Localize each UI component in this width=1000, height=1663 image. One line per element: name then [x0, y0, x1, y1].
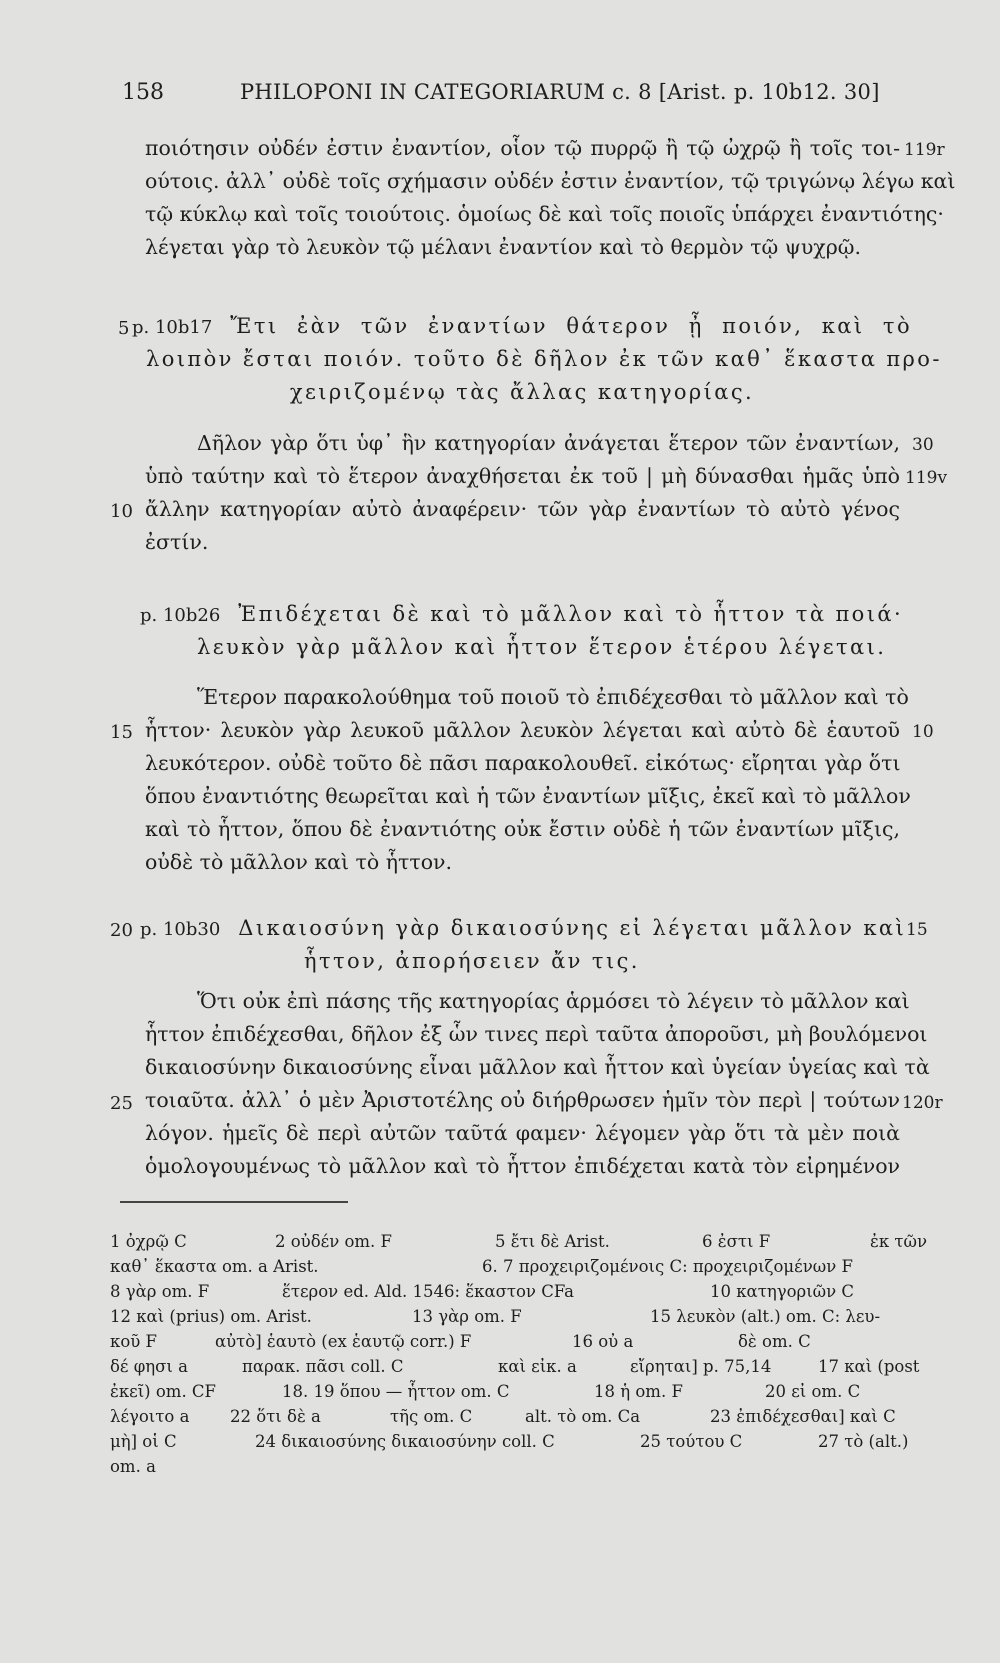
lemma-line: λοιπὸν ἔσται ποιόν. τοῦτο δὲ δῆλον ἐκ τῶν καθ᾽ ἕκαστα προ- — [146, 347, 942, 371]
apparatus-entry: 18. 19 ὅπου — ἧττον om. C — [282, 1382, 510, 1401]
apparatus-row — [110, 1457, 940, 1482]
text-line: Δῆλον γὰρ ὅτι ὑφ᾽ ἣν κατηγορίαν ἀνάγεται ἕτερον τῶν ἐναντίων, — [197, 431, 900, 455]
critical-apparatus — [110, 1232, 940, 1482]
apparatus-entry: 6. 7 προχειριζομένοις C: προχειριζομένων F — [482, 1257, 853, 1276]
text-line: λέγεται γὰρ τὸ λευκὸν τῷ μέλανι ἐναντίον καὶ τὸ θερμὸν τῷ ψυχρῷ. — [145, 235, 862, 259]
text-line: ούτοις. ἀλλ᾽ οὐδὲ τοῖς σχήμασιν οὐδέν ἐστιν ἐναντίον, τῷ τριγώνῳ λέγω καὶ — [145, 169, 956, 193]
lemma-line — [140, 912, 907, 945]
line-number-10: 10 — [110, 501, 133, 522]
apparatus-row — [110, 1382, 940, 1407]
text-line: ἐστίν. — [145, 530, 209, 554]
text-line: ὑπὸ ταύτην καὶ τὸ ἕτερον ἀναχθήσεται ἐκ τοῦ | μὴ δύνασθαι ἡμᾶς ὑπὸ — [145, 464, 900, 488]
paragraph-3 — [145, 681, 911, 879]
paragraph-2 — [145, 427, 900, 559]
text-line: ὁμολογουμένως τὸ μᾶλλον καὶ τὸ ἧττον ἐπιδέχεται κατὰ τὸν εἰρημένον — [145, 1154, 900, 1178]
text-line: ὅπου ἐναντιότης θεωρεῖται καὶ ἡ τῶν ἐναντίων μῖξις, ἐκεῖ καὶ τὸ μᾶλλον — [145, 784, 911, 808]
apparatus-entry: 12 καὶ (prius) om. Arist. — [110, 1307, 312, 1326]
lemma-reference: p. 10b17 — [132, 317, 213, 338]
apparatus-row — [110, 1257, 940, 1282]
apparatus-entry: 6 ἐστι F — [702, 1232, 771, 1251]
margin-folio-119v: 119v — [905, 468, 948, 488]
lemma-line: λευκὸν γὰρ μᾶλλον καὶ ἧττον ἕτερον ἑτέρου λέγεται. — [197, 635, 887, 659]
running-title: PHILOPONI IN CATEGORIARUM c. 8 [Arist. p. 10b12. 30] — [240, 80, 880, 104]
line-number-20: 20 — [110, 920, 133, 941]
apparatus-row — [110, 1357, 940, 1382]
apparatus-row — [110, 1407, 940, 1432]
lemma-line — [132, 310, 912, 343]
apparatus-entry: 20 εἰ om. C — [765, 1382, 861, 1401]
apparatus-row — [110, 1432, 940, 1457]
text-line: ἧττον ἐπιδέχεσθαι, δῆλον ἐξ ὧν τινες περὶ ταῦτα ἀποροῦσι, μὴ βουλόμενοι — [145, 1022, 928, 1046]
footnote-rule — [120, 1201, 348, 1203]
apparatus-entry: ἐκεῖ) om. CF — [110, 1382, 217, 1401]
margin-line-10: 10 — [912, 722, 934, 742]
text-line: ἧττον· λευκὸν γὰρ λευκοῦ μᾶλλον λευκὸν λέγεται καὶ αὐτὸ δὲ ἑαυτοῦ — [145, 718, 900, 742]
text-line: ποιότησιν οὐδέν ἐστιν ἐναντίον, οἷον τῷ πυρρῷ ἢ τῷ ὠχρῷ ἢ τοῖς τοι- — [145, 136, 900, 160]
margin-line-15: 15 — [906, 920, 928, 940]
apparatus-entry: 25 τούτου C — [640, 1432, 743, 1451]
apparatus-row — [110, 1282, 940, 1307]
apparatus-entry: om. a — [110, 1457, 156, 1476]
apparatus-entry: 18 ἡ om. F — [594, 1382, 683, 1401]
line-number-25: 25 — [110, 1093, 133, 1114]
apparatus-entry: 1 ὀχρῷ C — [110, 1232, 187, 1251]
text-line: τοιαῦτα. ἀλλ᾽ ὁ μὲν Ἀριστοτέλης οὐ διήρθρωσεν ἡμῖν τὸν περὶ | τούτων — [145, 1088, 900, 1112]
text-line: καὶ τὸ ἧττον, ὅπου δὲ ἐναντιότης οὐκ ἔστιν οὐδὲ ἡ τῶν ἐναντίων μῖξις, — [145, 817, 900, 841]
apparatus-entry: αὐτὸ] ἑαυτὸ (ex ἑαυτῷ corr.) F — [215, 1332, 472, 1351]
apparatus-entry: παρακ. πᾶσι coll. C — [242, 1357, 404, 1376]
lemma-line — [140, 598, 904, 631]
apparatus-row — [110, 1332, 940, 1357]
apparatus-entry: 22 ὅτι δὲ a — [230, 1407, 321, 1426]
page-number: 158 — [122, 80, 164, 105]
apparatus-row — [110, 1232, 940, 1257]
text-line: οὐδὲ τὸ μᾶλλον καὶ τὸ ἧττον. — [145, 850, 453, 874]
lemma-3 — [140, 912, 907, 978]
apparatus-entry: 27 τὸ (alt.) — [818, 1432, 909, 1451]
apparatus-entry: 15 λευκὸν (alt.) om. C: λευ- — [650, 1307, 881, 1326]
lemma-text: Δικαιοσύνη γὰρ δικαιοσύνης εἰ λέγεται μᾶλλον καὶ — [238, 916, 907, 940]
apparatus-entry: 2 οὐδέν om. F — [275, 1232, 392, 1251]
lemma-reference: p. 10b30 — [140, 919, 221, 940]
lemma-text: Ἔτι ἐὰν τῶν ἐναντίων θάτερον ᾖ ποιόν, καὶ τὸ — [230, 314, 912, 338]
apparatus-entry: 23 ἐπιδέχεσθαι] καὶ C — [710, 1407, 896, 1426]
text-line: τῷ κύκλῳ καὶ τοῖς τοιούτοις. ὁμοίως δὲ καὶ τοῖς ποιοῖς ὑπάρχει ἐναντιότης· — [145, 202, 944, 226]
lemma-line: ἧττον, ἀπορήσειεν ἄν τις. — [304, 949, 640, 973]
apparatus-entry: 10 κατηγοριῶν C — [710, 1282, 855, 1301]
apparatus-entry: δέ φησι a — [110, 1357, 188, 1376]
lemma-2 — [140, 598, 904, 664]
lemma-text: Ἐπιδέχεται δὲ καὶ τὸ μᾶλλον καὶ τὸ ἧττον τὰ ποιά· — [238, 602, 904, 626]
apparatus-entry: 16 οὐ a — [572, 1332, 634, 1351]
apparatus-entry: ἐκ τῶν — [870, 1232, 928, 1251]
apparatus-entry: 8 γὰρ om. F — [110, 1282, 210, 1301]
margin-line-30: 30 — [912, 435, 934, 455]
apparatus-entry: 17 καὶ (post — [818, 1357, 920, 1376]
apparatus-entry: μὴ] οἱ C — [110, 1432, 177, 1451]
lemma-reference: p. 10b26 — [140, 605, 221, 626]
apparatus-entry: alt. τὸ om. Ca — [525, 1407, 641, 1426]
text-line: λόγον. ἡμεῖς δὲ περὶ αὐτῶν ταῦτά φαμεν· λέγομεν γὰρ ὅτι τὰ μὲν ποιὰ — [145, 1121, 900, 1145]
text-line: ἄλλην κατηγορίαν αὐτὸ ἀναφέρειν· τῶν γὰρ ἐναντίων τὸ αὐτὸ γένος — [145, 497, 900, 521]
apparatus-entry: τῆς om. C — [390, 1407, 473, 1426]
apparatus-entry: λέγοιτο a — [110, 1407, 190, 1426]
line-number-5: 5 — [118, 318, 130, 339]
text-line: Ἕτερον παρακολούθημα τοῦ ποιοῦ τὸ ἐπιδέχεσθαι τὸ μᾶλλον καὶ τὸ — [197, 685, 909, 709]
apparatus-entry: δὲ om. C — [738, 1332, 811, 1351]
text-line: δικαιοσύνην δικαιοσύνης εἶναι μᾶλλον καὶ ἧττον καὶ ὑγείαν ὑγείας καὶ τὰ — [145, 1055, 930, 1079]
lemma-line: χειριζομένῳ τὰς ἄλλας κατηγορίας. — [289, 380, 755, 404]
apparatus-entry: 5 ἔτι δὲ Arist. — [495, 1232, 610, 1251]
line-number-15: 15 — [110, 722, 133, 743]
apparatus-entry: εἴρηται] p. 75,14 — [630, 1357, 772, 1376]
margin-folio-120r: 120r — [902, 1093, 943, 1113]
apparatus-entry: 13 γὰρ om. F — [412, 1307, 522, 1326]
apparatus-entry: κοῦ F — [110, 1332, 157, 1351]
text-line: λευκότερον. οὐδὲ τοῦτο δὲ πᾶσι παρακολουθεῖ. εἰκότως· εἴρηται γὰρ ὅτι — [145, 751, 901, 775]
apparatus-entry: ἕτερον ed. Ald. 1546: ἕκαστον CFa — [282, 1282, 574, 1301]
margin-folio-119r: 119r — [904, 140, 945, 160]
apparatus-entry: καὶ εἰκ. a — [498, 1357, 577, 1376]
lemma-1 — [132, 310, 942, 409]
text-line: Ὅτι οὐκ ἐπὶ πάσης τῆς κατηγορίας ἁρμόσει τὸ λέγειν τὸ μᾶλλον καὶ — [197, 989, 910, 1013]
apparatus-entry: καθ᾽ ἕκαστα om. a Arist. — [110, 1257, 319, 1276]
apparatus-row — [110, 1307, 940, 1332]
apparatus-entry: 24 δικαιοσύνης δικαιοσύνην coll. C — [255, 1432, 555, 1451]
